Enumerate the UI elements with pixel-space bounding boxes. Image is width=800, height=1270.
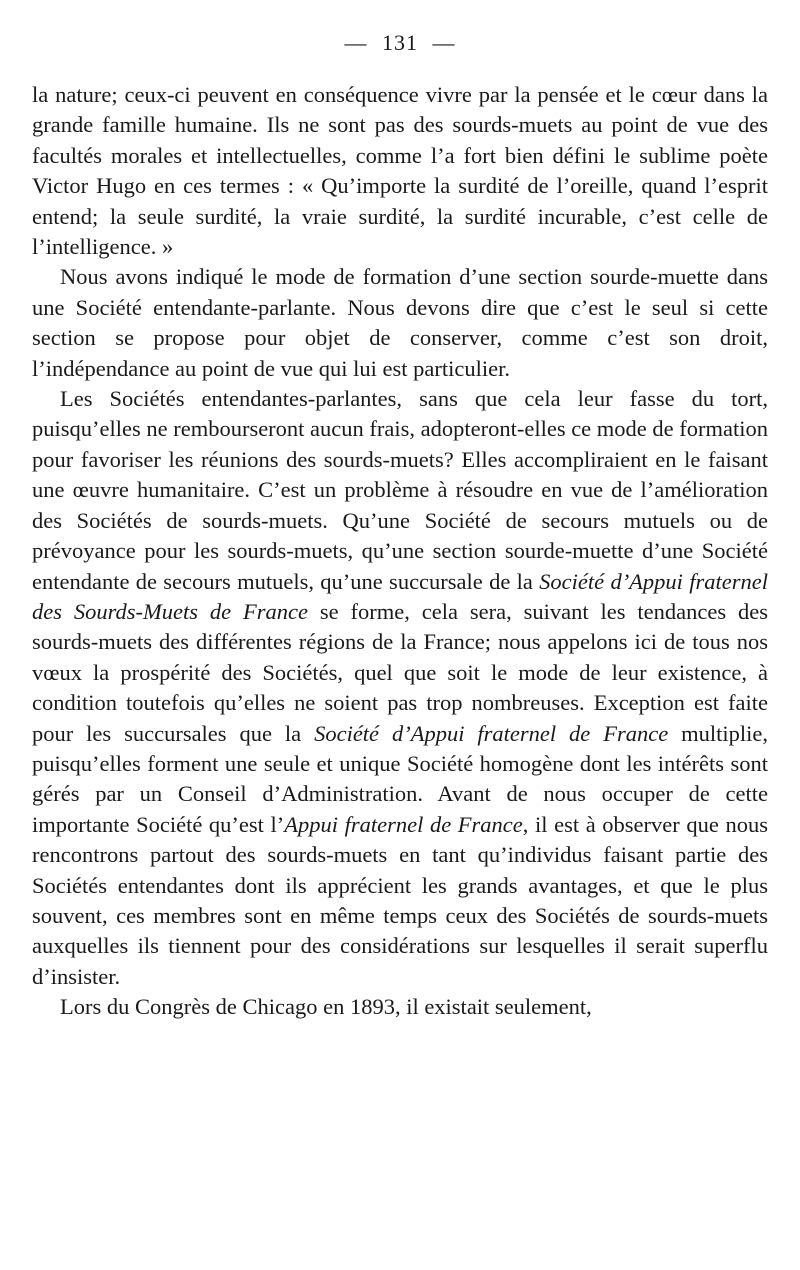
page-number: 131 bbox=[382, 30, 418, 55]
paragraph-1 bbox=[32, 80, 768, 262]
paragraph-2 bbox=[32, 262, 768, 384]
italic-society-name: Société d’Appui fraternel de France bbox=[314, 720, 669, 746]
paragraph-3 bbox=[32, 384, 768, 992]
text-segment: se forme, cela sera, suivant les tendances des sourds-muets des différentes régions de la France; nous appelons ici de tous nos vœux la prospérité des Sociétés, quel que soit le mode de leur existence, à condition toutefois qu’elles ne soient pas trop nombreuses. Exception est faite pour les succursales que la bbox=[32, 598, 768, 746]
body-text bbox=[32, 80, 768, 1023]
text-segment: Les Sociétés entendantes-parlantes, sans que cela leur fasse du tort, puisqu’elles ne rembourseront aucun frais, adopteront-elles ce mode de formation pour favoriser les réunions des sourds-muets? Elles accompliraient en le faisant une œuvre humanitaire. C’est un problème à résoudre en vue de l’amélioration des Sociétés de sourds-muets. Qu’une Société de secours mutuels ou de prévoyance pour les sourds-muets, qu’une section sourde-muette d’une Société entendante de secours mutuels, qu’une succursale de la bbox=[32, 386, 768, 594]
page-header bbox=[0, 30, 800, 56]
text-segment: multiplie, puisqu’elles forment une seule et unique Société homogène dont les intérêts sont gérés par un Conseil d’Administration. Avant de nous occuper de cette importante Société qu’est l’ bbox=[32, 720, 769, 837]
text-segment: Nous avons indiqué le mode de formation d’une section sourde-muette dans une Société entendante-parlante. Nous devons dire que c’est le seul si cette section se propose pour objet de conserver, comme c’est son droit, l’indépendance au point de vue qui lui est particulier. bbox=[32, 264, 768, 381]
italic-society-name: Société d’Appui fraternel des Sourds-Muets de France bbox=[32, 568, 768, 624]
text-segment: Lors du Congrès de Chicago en 1893, il existait seulement, bbox=[60, 994, 592, 1020]
text-segment: la nature; ceux-ci peuvent en conséquence vivre par la pensée et le cœur dans la grande famille humaine. Ils ne sont pas des sourds-muets au point de vue des facultés morales et intellectuelles, comme l’a fort bien défini le sublime poète Victor Hugo en ces termes : « Qu’importe la surdité de l’oreille, quand l’esprit entend; la seule surdité, la vraie surdité, la surdité incurable, c’est celle de l’intelligence. » bbox=[32, 82, 768, 260]
italic-society-name: Appui fraternel de France bbox=[284, 811, 523, 837]
dash-right: — bbox=[432, 30, 456, 55]
text-segment: , il est à observer que nous rencontrons partout des sourds-muets en tant qu’individus faisant partie des Sociétés entendantes dont ils apprécient les grands avantages, et que le plus souvent, ces membres sont en même temps ceux des Sociétés de sourds-muets auxquelles ils tiennent pour des considérations sur lesquelles il serait superflu d’insister. bbox=[32, 811, 768, 989]
dash-left: — bbox=[344, 30, 368, 55]
paragraph-4 bbox=[32, 992, 768, 1022]
